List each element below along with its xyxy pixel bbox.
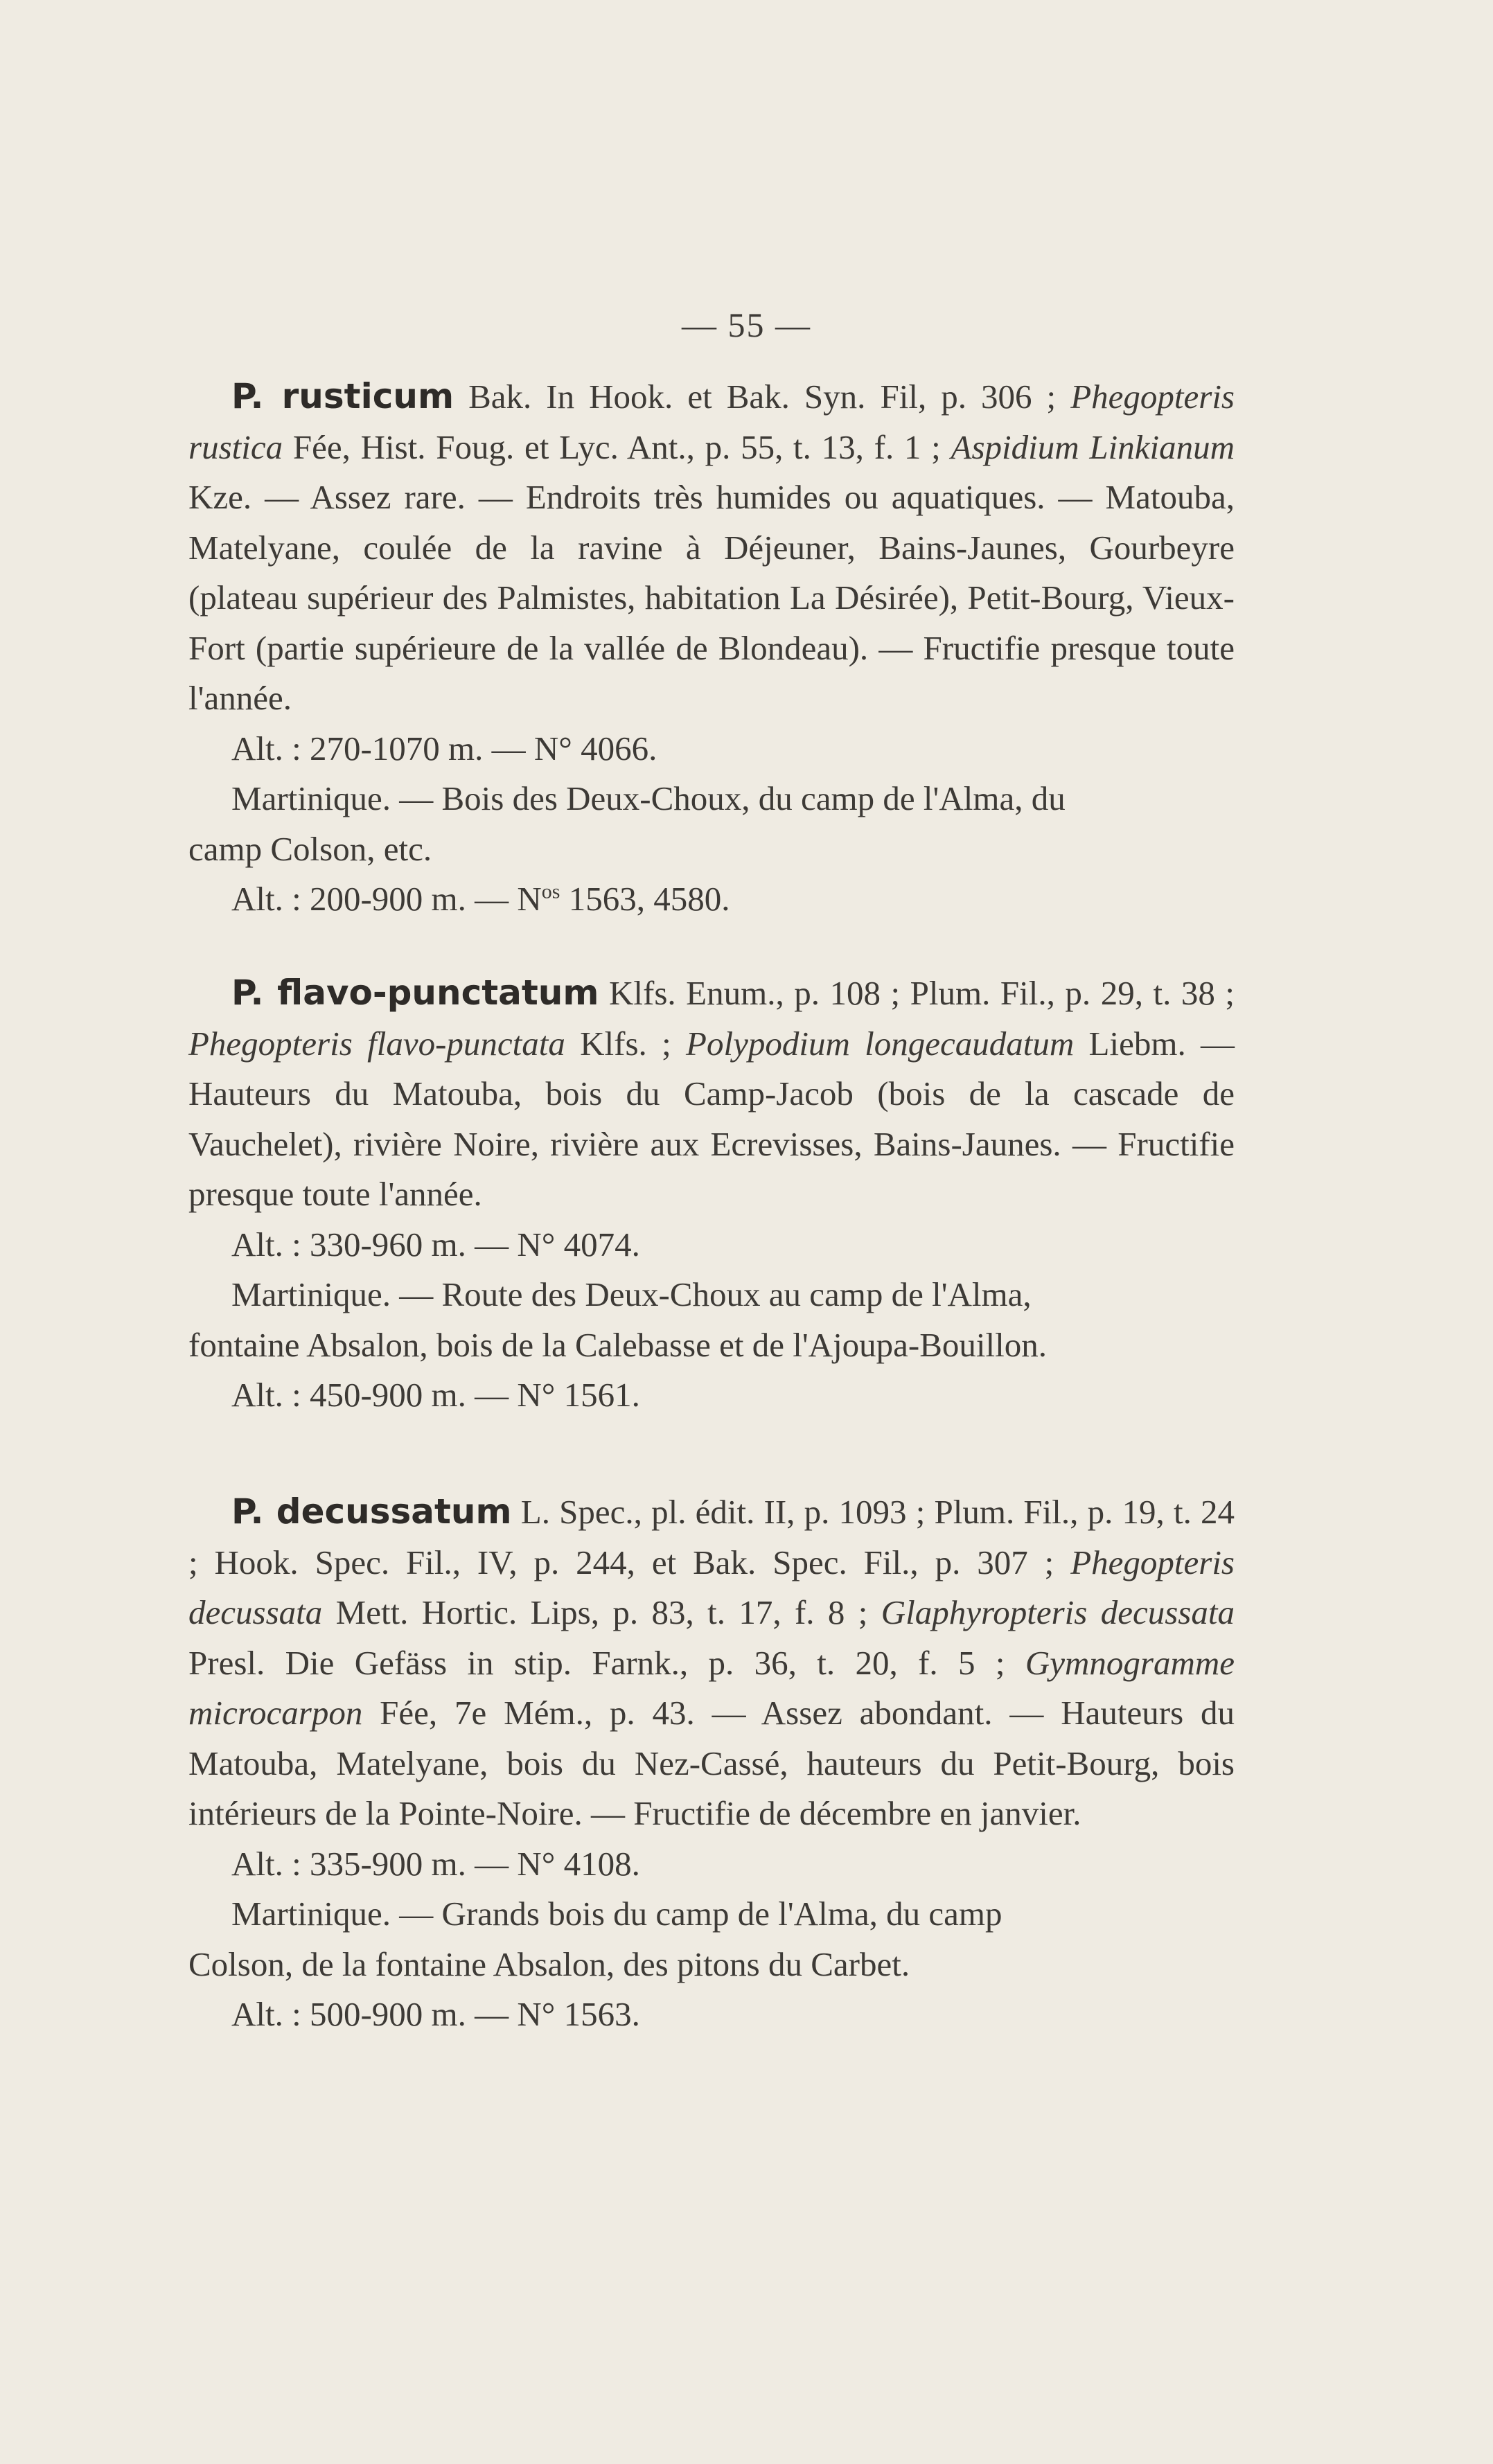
altitude-line: Alt. : 200-900 m. — $N^{os}$ 1563, 4580. bbox=[231, 880, 730, 918]
page-number: — 55 — bbox=[682, 305, 811, 344]
species-name: P. rusticum bbox=[231, 376, 454, 416]
entry-paragraph: P. decussatum L. Spec., pl. édit. II, p. 1093 ; Plum. Fil., p. 19, t. 24 ; Hook. Spec. Fil., IV, p. 244, et Bak. Spec. Fil., p. 307 ; Phegopteris decussata Mett. Hortic. Lips, p. 83, t. 17, f. 8 ; Glaphyropteris decussata Presl. Die Gefäss in stip. Farnk., p. 36, t. 20, f. 5 ; Gymnogramme microcarpon Fée, 7e Mém., p. 43. — Assez abondant. — Hauteurs du Matouba, Matelyane, bois du Nez-Cassé, hauteurs du Petit-Bourg, bois intérieurs de la Pointe-Noire. — Fructifie de décembre en janvier. bbox=[188, 1491, 1235, 1832]
altitude-line: Alt. : 330-960 m. — N° 4074. bbox=[231, 1225, 640, 1264]
species-name: P. decussatum bbox=[231, 1491, 512, 1532]
entry-decussatum bbox=[188, 1487, 1235, 2040]
continuation-line: camp Colson, etc. bbox=[188, 829, 432, 868]
altitude-line: Alt. : 270-1070 m. — N° 4066. bbox=[231, 729, 657, 768]
species-name: P. flavo-punctatum bbox=[231, 973, 599, 1013]
entry-flavo-punctatum bbox=[188, 968, 1235, 1421]
entry-paragraph: P. flavo-punctatum Klfs. Enum., p. 108 ; Plum. Fil., p. 29, t. 38 ; Phegopteris flavo-punctata Klfs. ; Polypodium longecaudatum Liebm. — Hauteurs du Matouba, bois du Camp-Jacob (bois de la cascade de Vauchelet), rivière Noire, rivière aux Ecrevisses, Bains-Jaunes. — Fructifie presque toute l'année. bbox=[188, 973, 1235, 1213]
altitude-line: Alt. : 335-900 m. — N° 4108. bbox=[231, 1844, 640, 1883]
continuation-line: fontaine Absalon, bois de la Calebasse et de l'Ajoupa-Bouillon. bbox=[188, 1325, 1048, 1364]
martinique-line: Martinique. — Bois des Deux-Choux, du camp de l'Alma, du bbox=[231, 779, 1066, 817]
altitude-line: Alt. : 500-900 m. — N° 1563. bbox=[231, 1995, 640, 2033]
martinique-line: Martinique. — Route des Deux-Choux au camp de l'Alma, bbox=[231, 1275, 1032, 1313]
altitude-line: Alt. : 450-900 m. — N° 1561. bbox=[231, 1376, 640, 1414]
entry-rusticum bbox=[188, 371, 1235, 925]
martinique-line: Martinique. — Grands bois du camp de l'Alma, du camp bbox=[231, 1895, 1002, 1933]
continuation-line: Colson, de la fontaine Absalon, des pitons du Carbet. bbox=[188, 1944, 910, 1983]
entry-paragraph: P. rusticum Bak. In Hook. et Bak. Syn. Fil, p. 306 ; Phegopteris rustica Fée, Hist. Foug. et Lyc. Ant., p. 55, t. 13, f. 1 ; Aspidium Linkianum Kze. — Assez rare. — Endroits très humides ou aquatiques. — Matouba, Matelyane, coulée de la ravine à Déjeuner, Bains-Jaunes, Gourbeyre (plateau supérieur des Palmistes, habitation La Désirée), Petit-Bourg, Vieux-Fort (partie supérieure de la vallée de Blondeau). — Fructifie presque toute l'année. bbox=[188, 376, 1235, 717]
